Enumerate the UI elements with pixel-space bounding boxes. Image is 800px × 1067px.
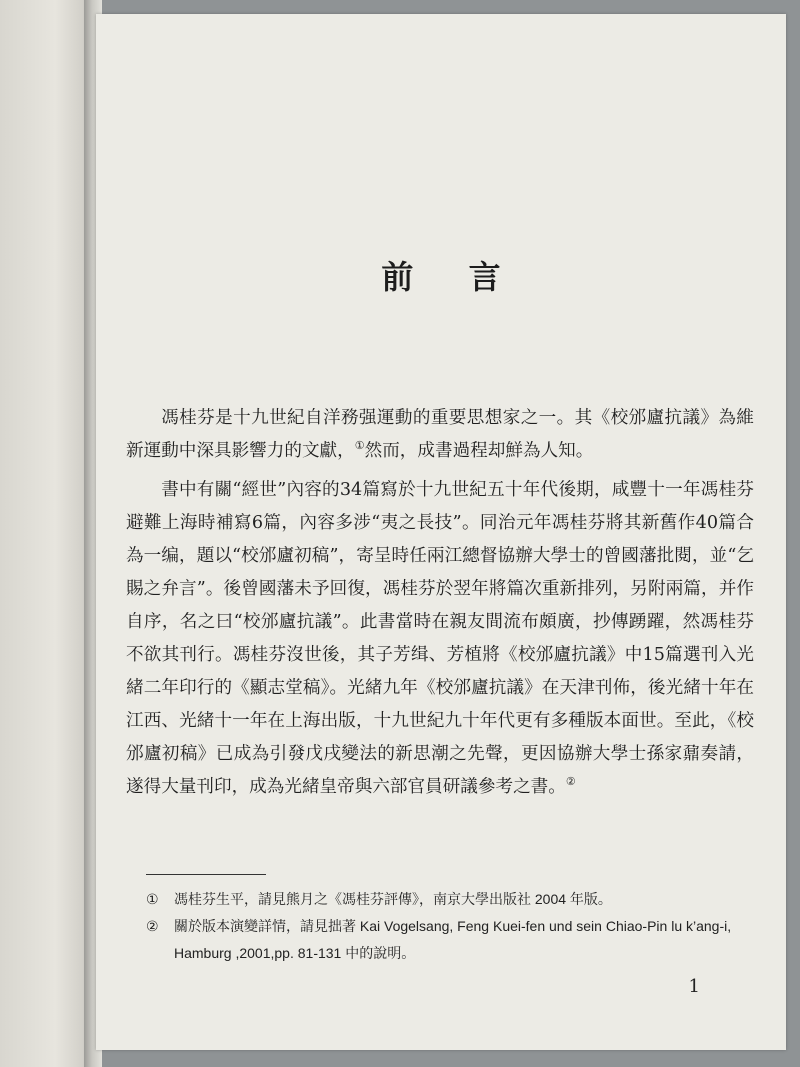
footnote-2	[146, 913, 746, 967]
page-number: 1	[688, 976, 700, 997]
book-page	[96, 14, 786, 1050]
facing-page	[0, 0, 92, 1067]
paragraph-2-text: 書中有關“經世”內容的34篇寫於十九世紀五十年代後期，咸豐十一年馮桂芬避難上海時補寫6篇，內容多涉“夷之長技”。同治元年馮桂芬將其新舊作40篇合為一编，題以“校邠廬初稿”，寄呈時任兩江總督協辦大學士的曾國藩批閱，並“乞賜之弁言”。後曾國藩未予回復，馮桂芬於翌年將篇次重新排列，另附兩篇，并作自序，名之曰“校邠廬抗議”。此書當時在親友間流布頗廣，抄傳踴躍，然馮桂芬不欲其刊行。馮桂芬沒世後，其子芳缉、芳植將《校邠廬抗議》中15篇選刊入光緒二年印行的《顯志堂稿》。光緒九年《校邠廬抗議》在天津刊佈，後光緒十年在江西、光緒十一年在上海出版，十九世紀九十年代更有多種版本面世。至此，《校邠廬初稿》已成為引發戊戌變法的新思潮之先聲，更因協辦大學士孫家鼐奏請，遂得大量刊印，成為光緒皇帝與六部官員研議參考之書。	[126, 480, 754, 797]
footnote-marker-2: ②	[565, 775, 576, 789]
footnote-1-text: 馮桂芬生平，請見熊月之《馮桂芬評傳》，南京大學出版社 2004 年版。	[174, 891, 612, 907]
paragraph-2	[126, 474, 754, 804]
footnote-2-number: ②	[146, 918, 159, 934]
footnote-1	[146, 886, 746, 913]
footnote-2-text: 關於版本演變詳情，請見拙著 Kai Vogelsang, Feng Kuei-fen und sein Chiao-Pin lu k’ang-i, Hamburg ,2001,pp. 81-131 中的說明。	[174, 918, 732, 961]
footnote-marker-1: ①	[354, 439, 365, 453]
paragraph-1-tail: 然而，成書過程却鮮為人知。	[364, 441, 594, 461]
paragraph-1-text: 馮桂芬是十九世紀自洋務强運動的重要思想家之一。其《校邠廬抗議》為維新運動中深具影響力的文獻，	[126, 408, 754, 461]
footnote-divider	[146, 874, 266, 875]
footnotes	[146, 886, 746, 967]
body-text	[126, 402, 754, 810]
paragraph-1	[126, 402, 754, 468]
footnote-1-number: ①	[146, 891, 159, 907]
page-title: 前 言	[381, 258, 523, 296]
